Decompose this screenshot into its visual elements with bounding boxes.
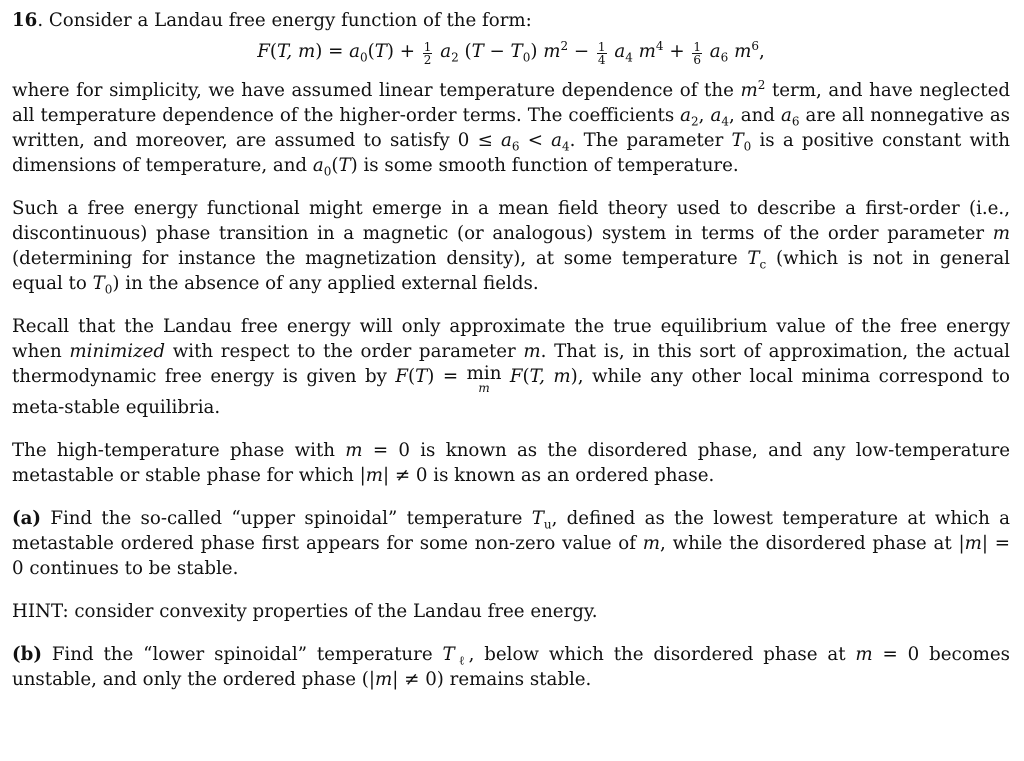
problem-intro: 16. Consider a Landau free energy function of the form: xyxy=(12,10,532,31)
problem-page xyxy=(12,8,1010,692)
problem-intro-text: Consider a Landau free energy function of the form: xyxy=(48,10,532,31)
part-a: (a) Find the so-called “upper spinoidal” temperature $T_u$, defined as the lowest temperature at which a metastable ordered phase first appears for some non-zero value of m, while the disordered phase at |m| = 0 continues to be stable. xyxy=(12,508,1010,579)
hint-text: HINT: consider convexity properties of the Landau free energy. xyxy=(12,601,598,622)
part-b: (b) Find the “lower spinoidal” temperature $T_\ell$, below which the disordered phase at m = 0 becomes unstable, and only the ordered phase (|m| ≠ 0) remains stable. xyxy=(12,644,1010,690)
paragraph-phases: The high-temperature phase with m = 0 is known as the disordered phase, and any low-temperature metastable or stable phase for which |m| ≠ 0 is known as an ordered phase. xyxy=(12,440,1010,486)
paragraph-assumptions: where for simplicity, we have assumed linear temperature dependence of the $m^2$ term, and have neglected all temperature dependence of the higher-order terms. The coefficients $a_2$, $a_4$, and $a_6$ are all nonnegative as written, and moreover, are assumed to satisfy $0 \le a_6 < a_4$. The parameter $T_0$ is a positive constant with dimensions of temperature, and $a_0(T)$ is some smooth function of temperature. xyxy=(12,77,1010,179)
paragraph-first-order: Such a free energy functional might emerge in a mean field theory used to describe a first-order (i.e., discontinuous) phase transition in a magnetic (or analogous) system in terms of the order parameter m (determining for instance the magnetization density), at some temperature $T_c$ (which is not in general equal to $T_0$) in the absence of any applied external fields. xyxy=(12,198,1010,297)
free-energy-equation: F(T, $m) = a_0(T)$ + $\frac{1}{2}$ $a_2$ $(T - T_0)$ $m^2$ − $\frac{1}{4}$ $a_4$ $m^4$ + $\frac{1}{6}$ $a_6$ $m^6$, xyxy=(257,38,765,67)
paragraph-minimization: Recall that the Landau free energy will only approximate the true equilibrium value of the free energy when minimized with respect to the order parameter m. That is, in this sort of approximation, the actual thermodynamic free energy is given by F(T) = min m F(T, m), while any other local minima correspond to meta-stable equilibria. xyxy=(12,316,1010,418)
part-b-label: (b) xyxy=(12,644,42,665)
part-a-label: (a) xyxy=(12,508,41,529)
problem-number: 16 xyxy=(12,10,38,31)
